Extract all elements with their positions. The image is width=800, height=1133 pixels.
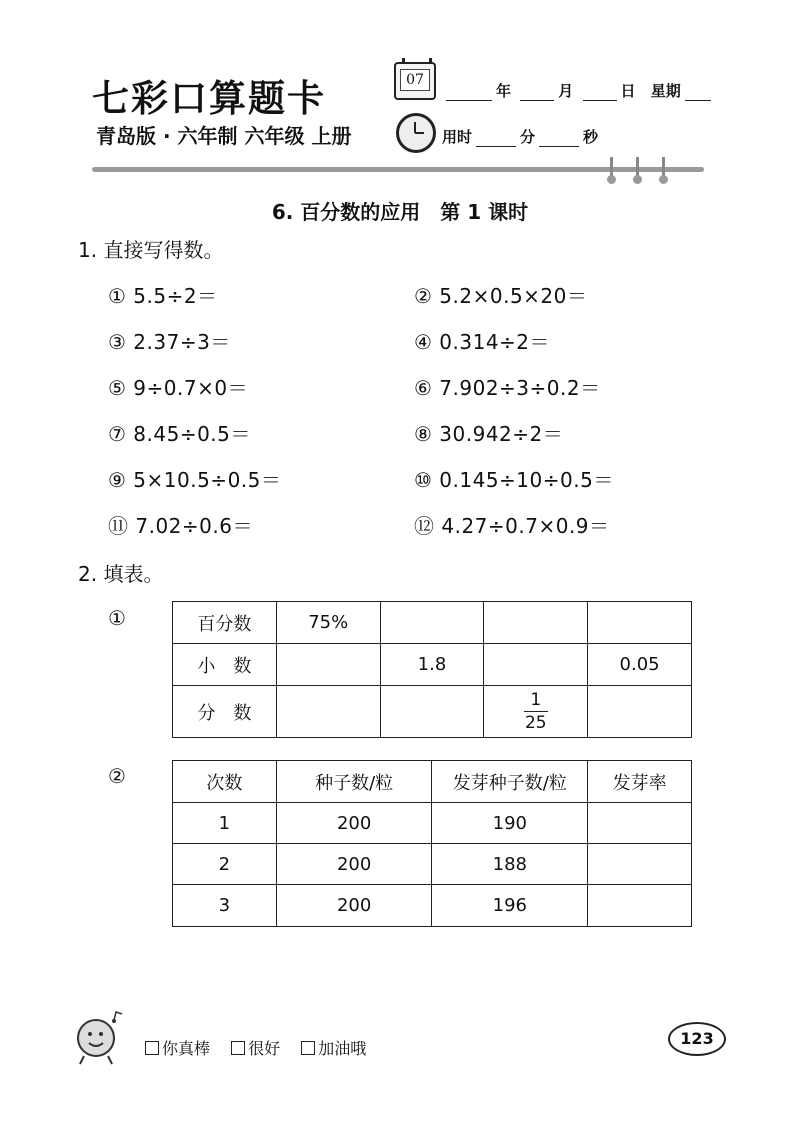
table-row	[173, 644, 692, 686]
checkbox-icon	[145, 1041, 159, 1055]
fraction-denominator: 25	[524, 712, 547, 733]
calc-item: ⑧ 30.942÷2＝	[414, 422, 564, 446]
row-label: 分 数	[173, 686, 277, 738]
table-cell[interactable]: 0.05	[588, 644, 692, 686]
table-cell[interactable]: 1.8	[380, 644, 484, 686]
self-rating	[145, 1036, 382, 1059]
table-cell[interactable]	[276, 644, 380, 686]
rating-option[interactable]: 很好	[231, 1039, 280, 1058]
table-cell[interactable]: 75%	[276, 602, 380, 644]
checkbox-icon	[301, 1041, 315, 1055]
pin-icon	[610, 157, 613, 181]
fraction-value	[524, 691, 548, 732]
pin-icon	[662, 157, 665, 181]
time-second-label: 秒	[583, 128, 599, 146]
fraction-numerator: 1	[530, 689, 542, 710]
table-header-row	[173, 761, 692, 803]
calc-item: ② 5.2×0.5×20＝	[414, 284, 588, 308]
brand-title: 七彩口算题卡	[92, 76, 326, 120]
calc-item: ③ 2.37÷3＝	[108, 330, 231, 354]
calendar-icon	[394, 62, 436, 100]
answer-cell[interactable]	[588, 803, 692, 844]
date-month-label: 月	[558, 82, 574, 100]
clock-icon	[396, 113, 436, 153]
date-year-label: 年	[496, 82, 512, 100]
calc-item: ⑦ 8.45÷0.5＝	[108, 422, 251, 446]
table-cell[interactable]	[276, 686, 380, 738]
date-fill-line	[442, 80, 715, 101]
calc-item: ④ 0.314÷2＝	[414, 330, 551, 354]
table-row	[173, 844, 692, 885]
table-cell: 3	[173, 885, 277, 927]
table-cell: 190	[432, 803, 588, 844]
page-number: 123	[668, 1022, 726, 1056]
table-row	[173, 602, 692, 644]
calc-item: ⑥ 7.902÷3÷0.2＝	[414, 376, 601, 400]
table-cell: 200	[276, 844, 432, 885]
table-cell: 196	[432, 885, 588, 927]
calc-item: ⑫ 4.27÷0.7×0.9＝	[414, 514, 610, 538]
row-label: 小 数	[173, 644, 277, 686]
table-cell[interactable]	[380, 686, 484, 738]
answer-cell[interactable]	[588, 844, 692, 885]
table-2-marker: ②	[108, 764, 126, 788]
conversion-table	[172, 601, 692, 738]
table-cell: 200	[276, 885, 432, 927]
table-cell[interactable]	[588, 602, 692, 644]
time-prefix: 用时	[442, 128, 473, 146]
time-fill-line	[442, 126, 598, 147]
row-label: 百分数	[173, 602, 277, 644]
column-header: 次数	[173, 761, 277, 803]
checkbox-icon	[231, 1041, 245, 1055]
table-row	[173, 885, 692, 927]
table-row	[173, 686, 692, 738]
calc-item: ⑪ 7.02÷0.6＝	[108, 514, 253, 538]
date-day-label: 日	[620, 82, 636, 100]
table-1-marker: ①	[108, 606, 126, 630]
question-1-heading: 1. 直接写得数。	[78, 238, 224, 262]
question-2-heading: 2. 填表。	[78, 562, 164, 586]
calc-item: ⑨ 5×10.5÷0.5＝	[108, 468, 282, 492]
mascot-icon	[70, 1008, 130, 1068]
calc-item: ⑩ 0.145÷10÷0.5＝	[414, 468, 614, 492]
calendar-number: 07	[400, 69, 430, 91]
table-cell[interactable]	[484, 686, 588, 738]
calc-item: ⑤ 9÷0.7×0＝	[108, 376, 249, 400]
date-weekday-label: 星期	[650, 82, 681, 100]
germination-table	[172, 760, 692, 927]
pin-icon	[636, 157, 639, 181]
table-cell[interactable]	[380, 602, 484, 644]
calc-item: ① 5.5÷2＝	[108, 284, 218, 308]
table-cell: 188	[432, 844, 588, 885]
table-cell: 200	[276, 803, 432, 844]
table-cell[interactable]	[484, 602, 588, 644]
table-cell[interactable]	[588, 686, 692, 738]
edition-subtitle: 青岛版 · 六年制 六年级 上册	[96, 124, 352, 148]
time-minute-label: 分	[520, 128, 536, 146]
column-header: 发芽率	[588, 761, 692, 803]
table-cell: 1	[173, 803, 277, 844]
table-row	[173, 803, 692, 844]
column-header: 发芽种子数/粒	[432, 761, 588, 803]
table-cell: 2	[173, 844, 277, 885]
answer-cell[interactable]	[588, 885, 692, 927]
rating-option[interactable]: 你真棒	[145, 1039, 210, 1058]
rating-option[interactable]: 加油哦	[301, 1039, 366, 1058]
column-header: 种子数/粒	[276, 761, 432, 803]
table-cell[interactable]	[484, 644, 588, 686]
lesson-title: 6. 百分数的应用 第 1 课时	[271, 200, 529, 224]
